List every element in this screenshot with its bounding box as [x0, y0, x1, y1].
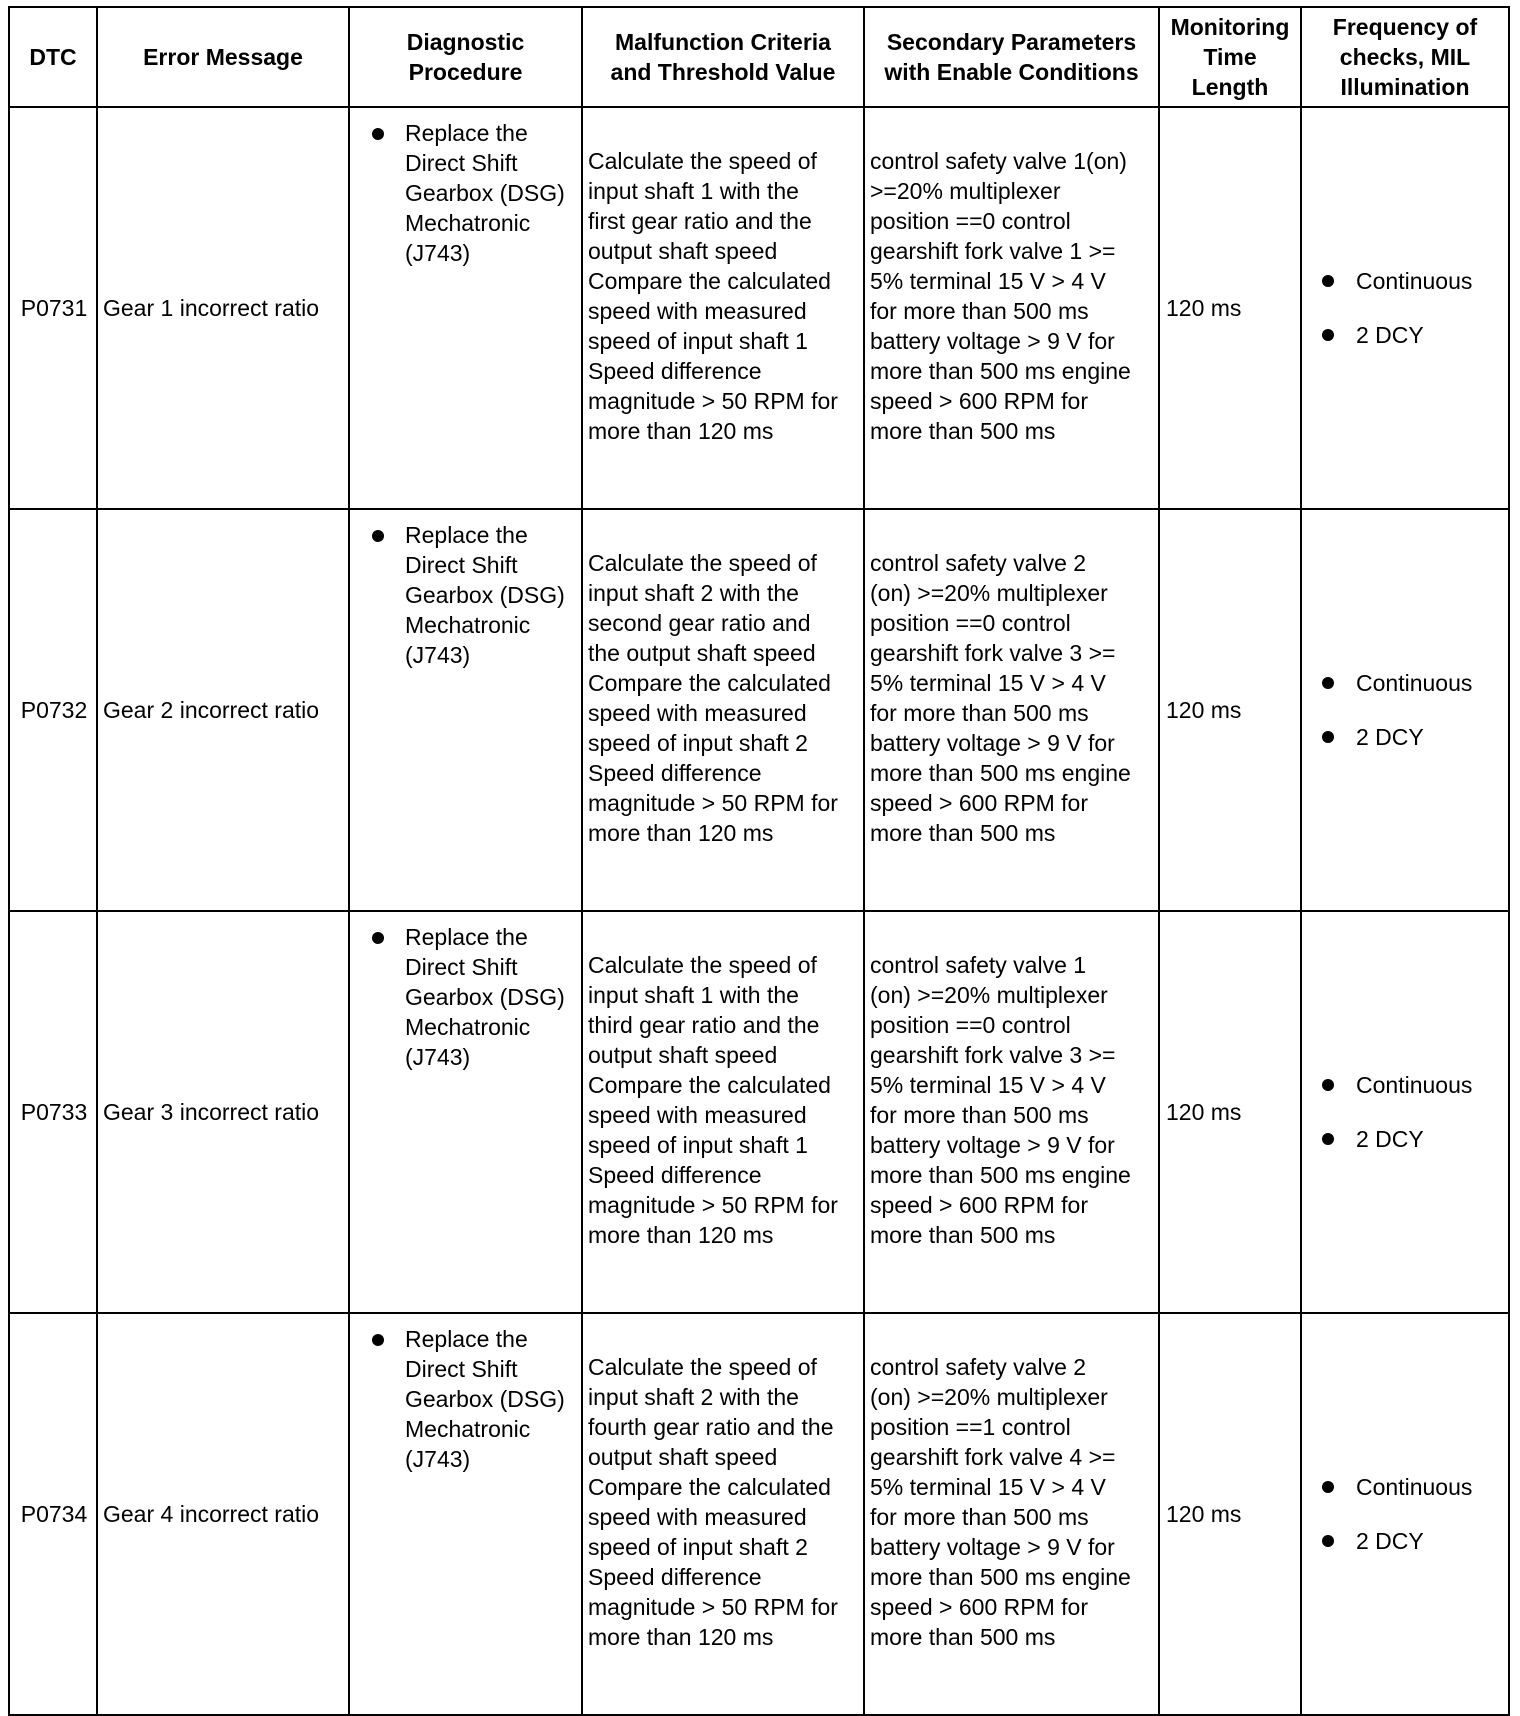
secondary-line: more than 500 ms engine: [870, 760, 1131, 786]
secondary-parameters: [864, 1313, 1159, 1715]
procedure-line: (J743): [405, 642, 471, 668]
criteria-line: input shaft 2 with the: [588, 1384, 799, 1410]
diagnostic-procedure: [349, 1313, 582, 1715]
secondary-line: speed > 600 RPM for: [870, 1192, 1088, 1218]
frequency-mil: [1301, 911, 1509, 1313]
error-message-text: Gear 2 incorrect ratio: [103, 697, 320, 723]
secondary-line: 5% terminal 15 V > 4 V: [870, 670, 1106, 696]
header-monitoring-time: Monitoring Time Length: [1159, 7, 1301, 107]
secondary-line: (on) >=20% multiplexer: [870, 1384, 1108, 1410]
frequency-item: [1302, 266, 1508, 296]
secondary-line: 5% terminal 15 V > 4 V: [870, 1072, 1106, 1098]
secondary-line: control safety valve 2: [870, 1354, 1087, 1380]
secondary-line: position ==1 control: [870, 1414, 1071, 1440]
bullet-icon: [1322, 677, 1334, 689]
diagnostic-procedure: [349, 509, 582, 911]
procedure-item: [350, 1324, 581, 1474]
bullet-icon: [1322, 329, 1334, 341]
criteria-line: more than 120 ms: [588, 820, 774, 846]
criteria-line: magnitude > 50 RPM for: [588, 1594, 838, 1620]
criteria-line: Calculate the speed of: [588, 1354, 817, 1380]
frequency-text: Continuous: [1356, 1474, 1473, 1500]
dtc-code-text: P0734: [20, 1501, 88, 1527]
header-row: [9, 7, 1509, 107]
secondary-line: (on) >=20% multiplexer: [870, 982, 1108, 1008]
criteria-line: magnitude > 50 RPM for: [588, 790, 838, 816]
table-body: [9, 107, 1509, 1715]
criteria-line: third gear ratio and the: [588, 1012, 820, 1038]
dtc-code-text: P0731: [20, 295, 88, 321]
malfunction-criteria: [582, 1313, 864, 1715]
procedure-line: Gearbox (DSG): [405, 984, 565, 1010]
procedure-line: Direct Shift: [405, 1356, 518, 1382]
header-dtc: DTC: [9, 7, 97, 107]
bullet-icon: [372, 1334, 384, 1346]
monitoring-time-text: 120 ms: [1166, 295, 1242, 321]
criteria-line: input shaft 1 with the: [588, 982, 799, 1008]
monitoring-time: [1159, 509, 1301, 911]
secondary-line: >=20% multiplexer: [870, 178, 1061, 204]
procedure-line: Direct Shift: [405, 150, 518, 176]
criteria-line: Speed difference: [588, 1162, 762, 1188]
secondary-line: more than 500 ms: [870, 1222, 1056, 1248]
secondary-line: 5% terminal 15 V > 4 V: [870, 268, 1106, 294]
procedure-line: Direct Shift: [405, 954, 518, 980]
procedure-line: Replace the: [405, 120, 528, 146]
frequency-item: [1302, 722, 1508, 752]
bullet-icon: [372, 128, 384, 140]
error-message: [97, 1313, 349, 1715]
bullet-icon: [372, 932, 384, 944]
secondary-line: gearshift fork valve 3 >=: [870, 640, 1116, 666]
secondary-line: battery voltage > 9 V for: [870, 1132, 1115, 1158]
frequency-text: 2 DCY: [1356, 322, 1424, 348]
procedure-item: [350, 520, 581, 670]
secondary-line: speed > 600 RPM for: [870, 388, 1088, 414]
frequency-text: Continuous: [1356, 670, 1473, 696]
criteria-line: speed with measured: [588, 1504, 807, 1530]
procedure-item: [350, 922, 581, 1072]
frequency-text: Continuous: [1356, 1072, 1473, 1098]
secondary-line: more than 500 ms: [870, 820, 1056, 846]
criteria-line: more than 120 ms: [588, 1222, 774, 1248]
procedure-line: Mechatronic: [405, 1014, 531, 1040]
table-row: [9, 1313, 1509, 1715]
secondary-line: gearshift fork valve 4 >=: [870, 1444, 1116, 1470]
secondary-line: for more than 500 ms: [870, 1504, 1089, 1530]
criteria-line: output shaft speed: [588, 1042, 778, 1068]
criteria-line: Compare the calculated: [588, 1474, 831, 1500]
procedure-line: Gearbox (DSG): [405, 582, 565, 608]
secondary-line: battery voltage > 9 V for: [870, 328, 1115, 354]
secondary-line: for more than 500 ms: [870, 1102, 1089, 1128]
criteria-line: magnitude > 50 RPM for: [588, 388, 838, 414]
header-error-message: Error Message: [97, 7, 349, 107]
criteria-line: magnitude > 50 RPM for: [588, 1192, 838, 1218]
secondary-line: control safety valve 1(on): [870, 148, 1127, 174]
secondary-line: more than 500 ms engine: [870, 1564, 1131, 1590]
frequency-mil: [1301, 509, 1509, 911]
criteria-line: input shaft 1 with the: [588, 178, 799, 204]
secondary-line: more than 500 ms: [870, 418, 1056, 444]
procedure-line: (J743): [405, 1044, 471, 1070]
dtc-code: [9, 107, 97, 509]
secondary-line: gearshift fork valve 3 >=: [870, 1042, 1116, 1068]
bullet-icon: [1322, 275, 1334, 287]
secondary-line: for more than 500 ms: [870, 298, 1089, 324]
criteria-line: output shaft speed: [588, 1444, 778, 1470]
criteria-line: speed of input shaft 1: [588, 1132, 808, 1158]
secondary-line: gearshift fork valve 1 >=: [870, 238, 1116, 264]
frequency-mil: [1301, 1313, 1509, 1715]
secondary-line: battery voltage > 9 V for: [870, 730, 1115, 756]
monitoring-time: [1159, 107, 1301, 509]
secondary-line: control safety valve 1: [870, 952, 1087, 978]
procedure-line: Replace the: [405, 1326, 528, 1352]
procedure-line: (J743): [405, 1446, 471, 1472]
criteria-line: speed with measured: [588, 700, 807, 726]
secondary-line: (on) >=20% multiplexer: [870, 580, 1108, 606]
secondary-line: position ==0 control: [870, 1012, 1071, 1038]
criteria-line: Compare the calculated: [588, 268, 831, 294]
error-message-text: Gear 1 incorrect ratio: [103, 295, 320, 321]
frequency-list: [1302, 266, 1508, 350]
procedure-line: Replace the: [405, 924, 528, 950]
frequency-list: [1302, 1070, 1508, 1154]
monitoring-time: [1159, 911, 1301, 1313]
procedure-line: Gearbox (DSG): [405, 180, 565, 206]
frequency-item: [1302, 1070, 1508, 1100]
criteria-line: more than 120 ms: [588, 1624, 774, 1650]
dtc-table: [8, 6, 1510, 1716]
criteria-line: Speed difference: [588, 760, 762, 786]
secondary-line: position ==0 control: [870, 208, 1071, 234]
frequency-mil: [1301, 107, 1509, 509]
frequency-list: [1302, 1472, 1508, 1556]
procedure-line: Gearbox (DSG): [405, 1386, 565, 1412]
diagnostic-procedure: [349, 911, 582, 1313]
header-diagnostic-procedure: Diagnostic Procedure: [349, 7, 582, 107]
malfunction-criteria: [582, 509, 864, 911]
bullet-icon: [1322, 1481, 1334, 1493]
procedure-line: Mechatronic: [405, 612, 531, 638]
frequency-text: 2 DCY: [1356, 1126, 1424, 1152]
secondary-line: control safety valve 2: [870, 550, 1087, 576]
frequency-item: [1302, 1124, 1508, 1154]
secondary-parameters: [864, 107, 1159, 509]
error-message: [97, 509, 349, 911]
error-message: [97, 107, 349, 509]
header-malfunction-criteria: Malfunction Criteria and Threshold Value: [582, 7, 864, 107]
criteria-line: speed with measured: [588, 298, 807, 324]
monitoring-time-text: 120 ms: [1166, 1501, 1242, 1527]
monitoring-time-text: 120 ms: [1166, 697, 1242, 723]
secondary-line: battery voltage > 9 V for: [870, 1534, 1115, 1560]
malfunction-criteria: [582, 911, 864, 1313]
frequency-list: [1302, 668, 1508, 752]
frequency-item: [1302, 320, 1508, 350]
error-message: [97, 911, 349, 1313]
header-frequency: Frequency of checks, MIL Illumination: [1301, 7, 1509, 107]
criteria-line: speed of input shaft 2: [588, 1534, 808, 1560]
criteria-line: fourth gear ratio and the: [588, 1414, 834, 1440]
criteria-line: Compare the calculated: [588, 1072, 831, 1098]
bullet-icon: [1322, 1079, 1334, 1091]
frequency-item: [1302, 1472, 1508, 1502]
secondary-line: speed > 600 RPM for: [870, 1594, 1088, 1620]
frequency-text: 2 DCY: [1356, 1528, 1424, 1554]
criteria-line: speed of input shaft 2: [588, 730, 808, 756]
dtc-code: [9, 911, 97, 1313]
criteria-line: speed with measured: [588, 1102, 807, 1128]
frequency-text: Continuous: [1356, 268, 1473, 294]
frequency-text: 2 DCY: [1356, 724, 1424, 750]
table-row: [9, 107, 1509, 509]
table-row: [9, 911, 1509, 1313]
bullet-icon: [1322, 1535, 1334, 1547]
procedure-item: [350, 118, 581, 268]
secondary-line: for more than 500 ms: [870, 700, 1089, 726]
bullet-icon: [372, 530, 384, 542]
criteria-line: Speed difference: [588, 1564, 762, 1590]
criteria-line: second gear ratio and: [588, 610, 811, 636]
malfunction-criteria: [582, 107, 864, 509]
table-row: [9, 509, 1509, 911]
monitoring-time: [1159, 1313, 1301, 1715]
procedure-line: Replace the: [405, 522, 528, 548]
monitoring-time-text: 120 ms: [1166, 1099, 1242, 1125]
criteria-line: Speed difference: [588, 358, 762, 384]
secondary-line: 5% terminal 15 V > 4 V: [870, 1474, 1106, 1500]
secondary-line: position ==0 control: [870, 610, 1071, 636]
criteria-line: Calculate the speed of: [588, 550, 817, 576]
secondary-parameters: [864, 509, 1159, 911]
header-secondary-parameters: Secondary Parameters with Enable Conditions: [864, 7, 1159, 107]
procedure-line: Mechatronic: [405, 210, 531, 236]
criteria-line: first gear ratio and the: [588, 208, 812, 234]
error-message-text: Gear 4 incorrect ratio: [103, 1501, 320, 1527]
dtc-code: [9, 1313, 97, 1715]
dtc-code-text: P0733: [20, 1099, 88, 1125]
secondary-parameters: [864, 911, 1159, 1313]
dtc-code: [9, 509, 97, 911]
criteria-line: Compare the calculated: [588, 670, 831, 696]
criteria-line: more than 120 ms: [588, 418, 774, 444]
procedure-line: (J743): [405, 240, 471, 266]
procedure-line: Direct Shift: [405, 552, 518, 578]
secondary-line: speed > 600 RPM for: [870, 790, 1088, 816]
frequency-item: [1302, 1526, 1508, 1556]
frequency-item: [1302, 668, 1508, 698]
criteria-line: Calculate the speed of: [588, 148, 817, 174]
criteria-line: speed of input shaft 1: [588, 328, 808, 354]
procedure-line: Mechatronic: [405, 1416, 531, 1442]
bullet-icon: [1322, 731, 1334, 743]
bullet-icon: [1322, 1133, 1334, 1145]
secondary-line: more than 500 ms: [870, 1624, 1056, 1650]
criteria-line: Calculate the speed of: [588, 952, 817, 978]
secondary-line: more than 500 ms engine: [870, 358, 1131, 384]
criteria-line: the output shaft speed: [588, 640, 816, 666]
dtc-code-text: P0732: [20, 697, 88, 723]
criteria-line: output shaft speed: [588, 238, 778, 264]
criteria-line: input shaft 2 with the: [588, 580, 799, 606]
diagnostic-procedure: [349, 107, 582, 509]
secondary-line: more than 500 ms engine: [870, 1162, 1131, 1188]
error-message-text: Gear 3 incorrect ratio: [103, 1099, 320, 1125]
